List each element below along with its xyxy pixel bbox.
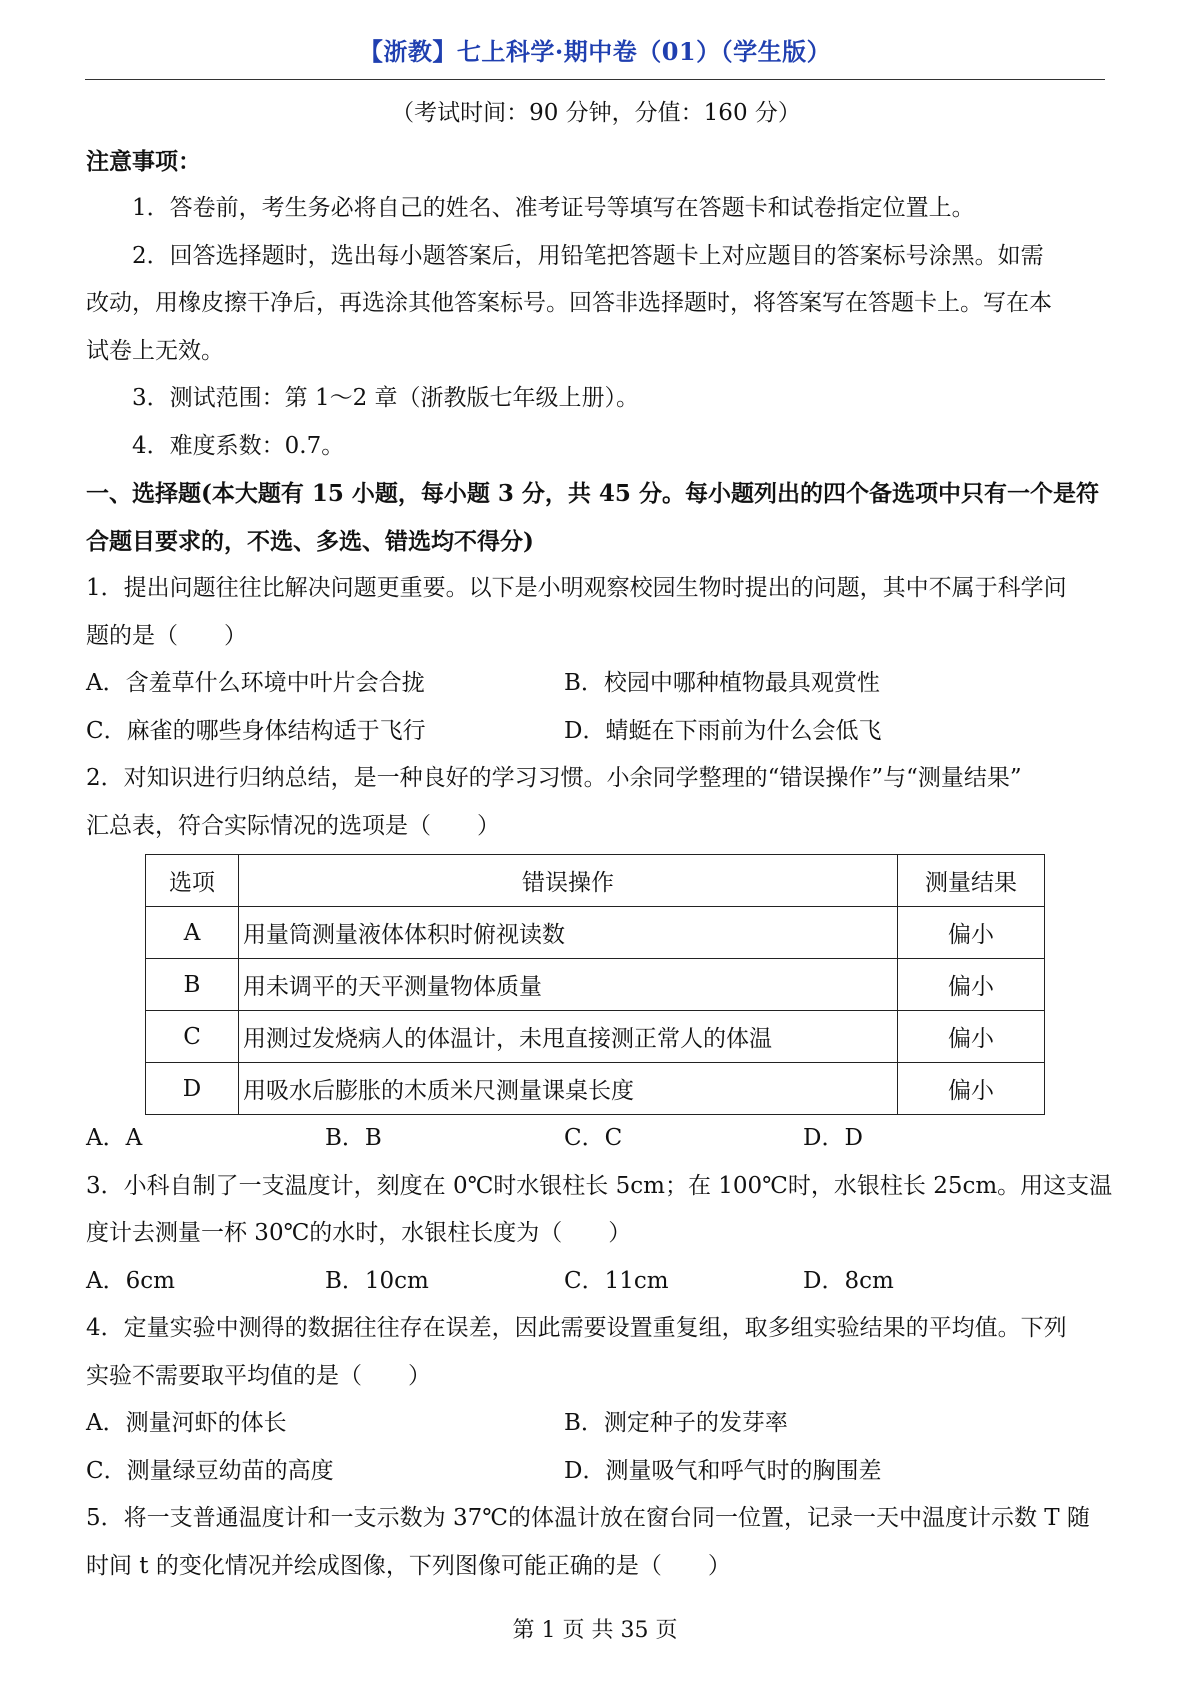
q4-stem-line-2: 实验不需要取平均值的是（ ）	[86, 1362, 431, 1389]
page-footer: 第 1 页 共 35 页	[512, 1618, 678, 1643]
q4-options-row-1	[86, 1400, 1106, 1448]
page-header-title: 【浙教】七上科学·期中卷（01）（学生版）	[358, 37, 832, 66]
q4-option-d: D．测量吸气和呼气时的胸围差	[564, 1457, 882, 1484]
table-cell-result: 偏小	[898, 959, 1045, 1011]
table-cell-option: D	[146, 1063, 239, 1115]
section-heading-line-2: 合题目要求的，不选、多选、错选均不得分)	[86, 527, 534, 555]
table-cell-result: 偏小	[898, 907, 1045, 959]
q3-stem-line-1: 3．小科自制了一支温度计，刻度在 0℃时水银柱长 5cm；在 100℃时，水银柱长 25cm。用这支温	[86, 1172, 1113, 1199]
q2-table	[145, 854, 1045, 1115]
q1-option-b: B．校园中哪种植物最具观赏性	[564, 670, 880, 696]
table-row	[146, 1011, 1045, 1063]
table-cell-operation: 用吸水后膨胀的木质米尺测量课桌长度	[239, 1063, 898, 1115]
note-item-2-line-1: 2．回答选择题时，选出每小题答案后，用铅笔把答题卡上对应题目的答案标号涂黑。如需	[132, 242, 1044, 269]
exam-info: （考试时间：90 分钟，分值：160 分）	[391, 100, 801, 126]
q2-options-row	[86, 1115, 1106, 1163]
header-divider	[85, 79, 1105, 80]
table-cell-operation: 用量筒测量液体体积时俯视读数	[239, 907, 898, 959]
table-cell-option: A	[146, 907, 239, 959]
table-row	[146, 1063, 1045, 1115]
q4-option-c: C．测量绿豆幼苗的高度	[86, 1457, 334, 1484]
q1-stem-line-1: 1．提出问题往往比解决问题更重要。以下是小明观察校园生物时提出的问题，其中不属于科学问	[86, 575, 1067, 601]
q3-option-a: A．6cm	[86, 1267, 175, 1294]
q2-stem-line-2: 汇总表，符合实际情况的选项是（ ）	[86, 812, 500, 839]
note-item-1: 1．答卷前，考生务必将自己的姓名、准考证号等填写在答题卡和试卷指定位置上。	[132, 195, 975, 221]
q2-option-b: B．B	[325, 1125, 382, 1151]
table-row	[146, 959, 1045, 1011]
q2-option-c: C．C	[564, 1125, 623, 1151]
table-cell-option: C	[146, 1011, 239, 1063]
q1-stem-line-2: 题的是（ ）	[86, 622, 247, 649]
table-row	[146, 907, 1045, 959]
q1-option-a: A．含羞草什么环境中叶片会合拢	[86, 670, 425, 696]
table-cell-result: 偏小	[898, 1063, 1045, 1115]
q3-option-d: D．8cm	[803, 1267, 894, 1294]
q1-option-c: C．麻雀的哪些身体结构适于飞行	[86, 717, 426, 744]
q4-option-a: A．测量河虾的体长	[86, 1410, 287, 1436]
q1-option-d: D．蜻蜓在下雨前为什么会低飞	[564, 717, 882, 744]
q1-options-row-2	[86, 708, 1106, 756]
q3-option-b: B．10cm	[325, 1267, 429, 1294]
q5-stem-line-1: 5．将一支普通温度计和一支示数为 37℃的体温计放在窗台同一位置，记录一天中温度计示数 T 随	[86, 1505, 1090, 1531]
table-cell-result: 偏小	[898, 1011, 1045, 1063]
q1-options-row-1	[86, 660, 1106, 708]
q4-option-b: B．测定种子的发芽率	[564, 1410, 788, 1436]
note-item-2-line-2: 改动，用橡皮擦干净后，再选涂其他答案标号。回答非选择题时，将答案写在答题卡上。写在本	[86, 290, 1052, 316]
table-cell-operation: 用未调平的天平测量物体质量	[239, 959, 898, 1011]
table-cell-option: B	[146, 959, 239, 1011]
table-header-row	[146, 855, 1045, 907]
q2-stem-line-1: 2．对知识进行归纳总结，是一种良好的学习习惯。小余同学整理的“错误操作”与“测量结果”	[86, 765, 1022, 791]
q4-stem-line-1: 4．定量实验中测得的数据往往存在误差，因此需要设置重复组，取多组实验结果的平均值。下列	[86, 1315, 1067, 1341]
note-item-4: 4．难度系数：0.7。	[132, 432, 345, 459]
q4-options-row-2	[86, 1448, 1106, 1496]
note-item-2-line-3: 试卷上无效。	[86, 337, 224, 364]
q3-stem-line-2: 度计去测量一杯 30℃的水时，水银柱长度为（ ）	[86, 1220, 632, 1246]
q3-options-row	[86, 1258, 1106, 1306]
q2-option-d: D．D	[803, 1125, 863, 1151]
table-header-option: 选项	[146, 855, 239, 907]
notes-heading: 注意事项：	[86, 147, 201, 175]
table-cell-operation: 用测过发烧病人的体温计，未甩直接测正常人的体温	[239, 1011, 898, 1063]
table-header-operation: 错误操作	[239, 855, 898, 907]
q2-option-a: A．A	[86, 1125, 143, 1151]
page-content	[86, 90, 1113, 1590]
note-item-3: 3．测试范围：第 1～2 章（浙教版七年级上册）。	[132, 385, 640, 411]
q3-option-c: C．11cm	[564, 1267, 669, 1294]
q5-stem-line-2: 时间 t 的变化情况并绘成图像，下列图像可能正确的是（ ）	[86, 1552, 731, 1579]
table-header-result: 测量结果	[898, 855, 1045, 907]
section-heading-line-1: 一、选择题(本大题有 15 小题，每小题 3 分，共 45 分。每小题列出的四个备选项中只有一个是符	[86, 480, 1099, 507]
